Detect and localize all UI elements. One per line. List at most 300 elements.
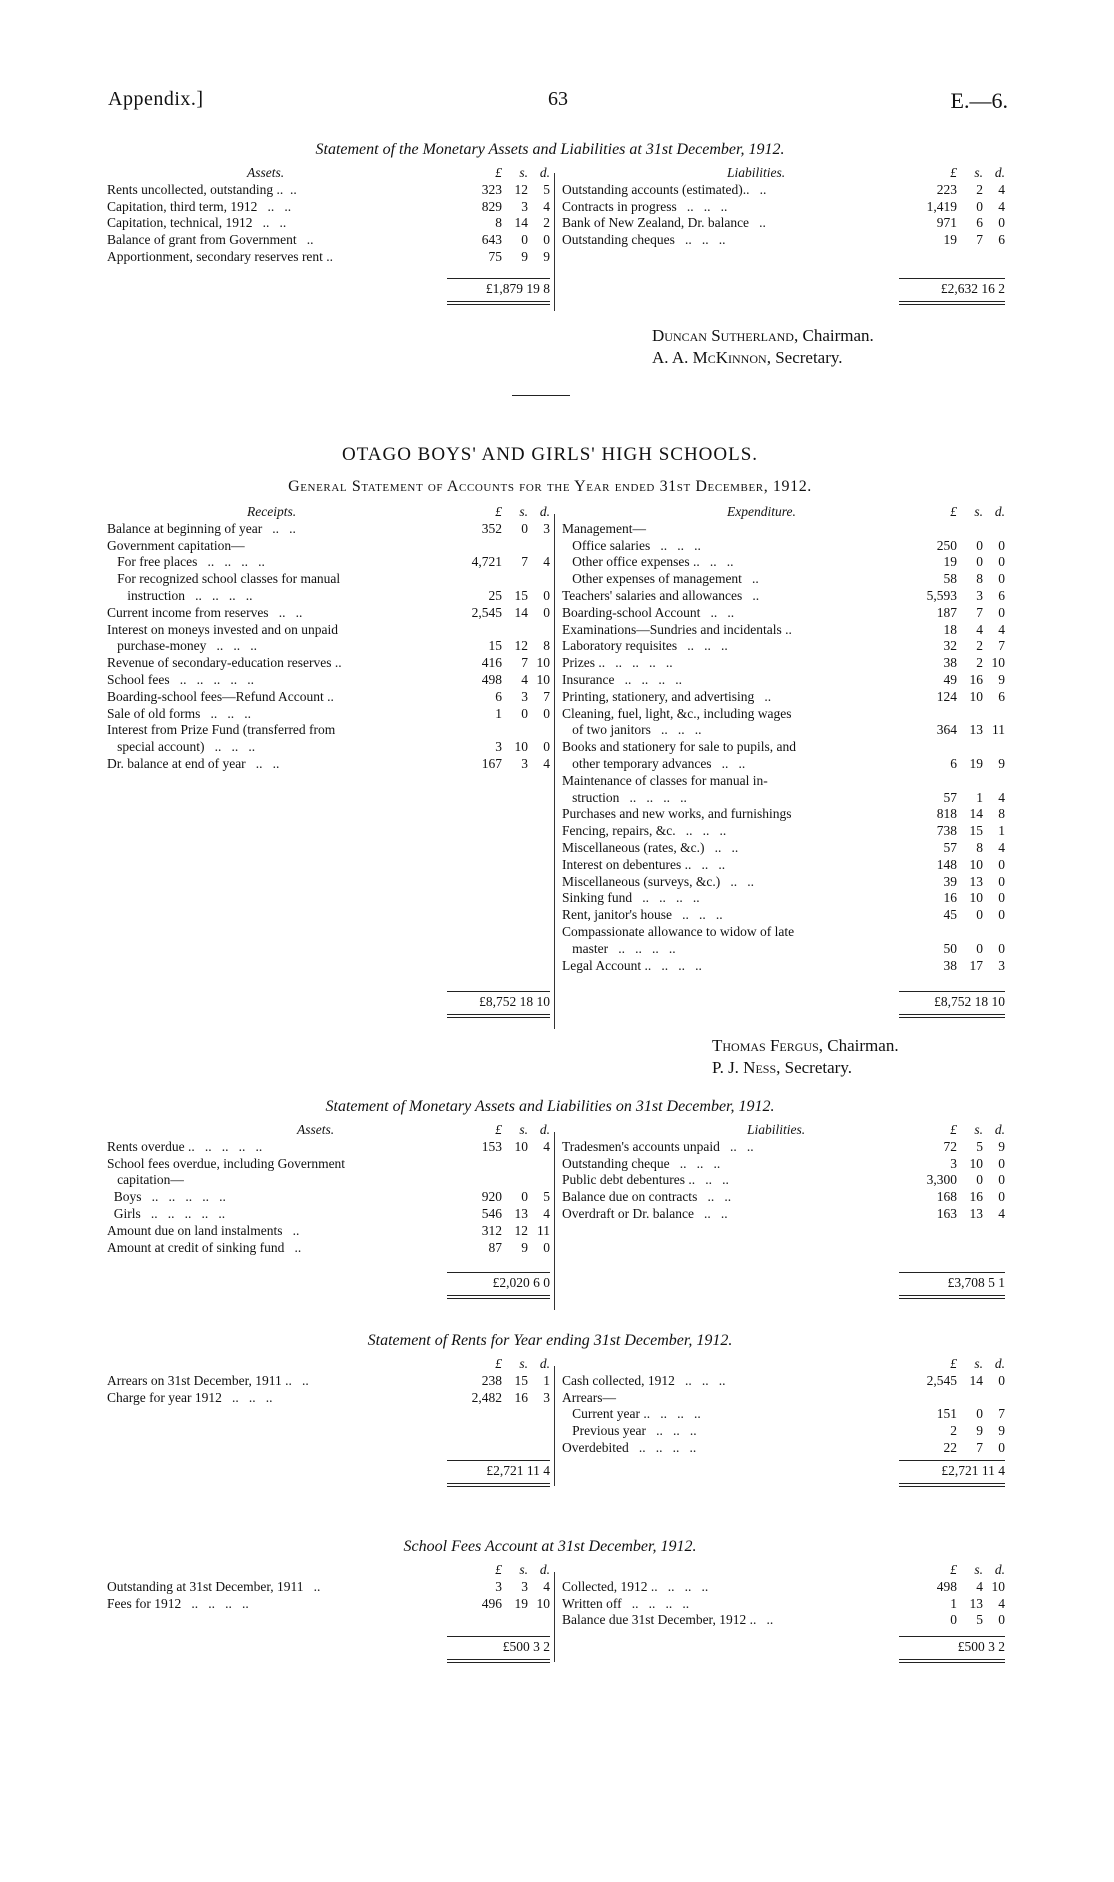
amount-shillings: 16 — [969, 671, 983, 687]
section4-credits — [562, 1356, 1005, 1457]
amount-pounds: 312 — [481, 1222, 502, 1238]
account-row-label: Outstanding cheque .. .. .. — [562, 1155, 721, 1171]
amount-pounds: 3 — [950, 1155, 957, 1171]
amount-pounds: 25 — [488, 587, 502, 603]
amount-pounds: 163 — [936, 1205, 957, 1221]
account-row-amount — [466, 1206, 550, 1223]
account-row-amount — [921, 538, 1005, 555]
amount-pence: 0 — [998, 554, 1005, 570]
account-row-amount — [921, 182, 1005, 199]
lsd-header: £ s. d. — [950, 1356, 1005, 1371]
amount-pence: 0 — [998, 1372, 1005, 1388]
amount-shillings: 7 — [976, 604, 983, 620]
account-row-amount — [921, 689, 1005, 706]
amount-shillings: 0 — [976, 554, 983, 570]
amount-shillings: 2 — [976, 638, 983, 654]
account-row-label: Rents uncollected, outstanding .. .. — [107, 181, 297, 197]
account-row-label: Previous year .. .. .. — [562, 1423, 697, 1439]
account-row-label: Outstanding at 31st December, 1911 .. — [107, 1578, 321, 1594]
amount-shillings: 0 — [521, 1189, 528, 1205]
amount-pounds: 3,300 — [926, 1172, 957, 1188]
amount-pounds: 19 — [943, 232, 957, 248]
section-separator — [512, 395, 570, 396]
amount-pence: 11 — [992, 722, 1005, 738]
account-row-label: Government capitation— — [107, 537, 245, 553]
account-row — [562, 823, 1005, 840]
amount-shillings: 12 — [514, 1222, 528, 1238]
section2-expenditure-total: £8,752 18 10 — [934, 994, 1005, 1009]
account-row — [562, 1612, 1005, 1629]
amount-pence: 5 — [543, 181, 550, 197]
section5-divider — [554, 1572, 555, 1662]
amount-pence: 0 — [543, 739, 550, 755]
amount-pence: 3 — [543, 1389, 550, 1405]
account-row-label: For recognized school classes for manual — [107, 571, 341, 587]
amount-shillings: 13 — [969, 1595, 983, 1611]
account-row — [107, 1579, 550, 1596]
amount-shillings: 8 — [976, 571, 983, 587]
section4-credits-total: £2,721 11 4 — [941, 1463, 1005, 1478]
amount-shillings: 16 — [969, 1189, 983, 1205]
account-row-amount — [921, 1390, 1005, 1407]
account-row-label: Contracts in progress .. .. .. — [562, 198, 728, 214]
amount-shillings: 2 — [976, 181, 983, 197]
section1-liabilities — [562, 165, 1005, 249]
amount-pounds: 187 — [936, 604, 957, 620]
amount-shillings: 14 — [514, 604, 528, 620]
account-row-amount — [921, 958, 1005, 975]
account-row-label: Revenue of secondary-education reserves .. — [107, 655, 342, 671]
amount-pence: 3 — [543, 520, 550, 536]
account-row — [107, 1156, 550, 1173]
amount-pence: 10 — [991, 1578, 1005, 1594]
account-row — [562, 1139, 1005, 1156]
account-row-label: Cleaning, fuel, light, &c., including wages — [562, 705, 792, 721]
account-row-label: Outstanding cheques .. .. .. — [562, 232, 726, 248]
section5-table — [107, 1562, 1007, 1682]
account-row-amount — [466, 199, 550, 216]
account-row — [562, 756, 1005, 773]
account-row-label: Boarding-school Account .. .. — [562, 604, 735, 620]
section1-signatures: Duncan Sutherland, Chairman. A. A. McKinnon, Secretary. — [652, 326, 874, 367]
account-row-amount — [921, 1156, 1005, 1173]
amount-pounds: 151 — [936, 1406, 957, 1422]
account-row — [107, 588, 550, 605]
amount-shillings: 7 — [976, 1439, 983, 1455]
account-row-label: Miscellaneous (surveys, &c.) .. .. — [562, 873, 754, 889]
account-row-label: Fees for 1912 .. .. .. .. — [107, 1595, 249, 1611]
amount-pounds: 223 — [936, 181, 957, 197]
amount-shillings: 8 — [976, 839, 983, 855]
section2-title: OTAGO BOYS' AND GIRLS' HIGH SCHOOLS. — [341, 444, 759, 465]
section3-table — [107, 1122, 1007, 1322]
amount-pence: 9 — [543, 248, 550, 264]
amount-pounds: 829 — [481, 198, 502, 214]
account-row-label: Maintenance of classes for manual in- — [562, 772, 768, 788]
amount-pounds: 49 — [943, 671, 957, 687]
account-row — [107, 1373, 550, 1390]
account-row — [107, 739, 550, 756]
amount-pounds: 643 — [481, 232, 502, 248]
amount-pounds: 8 — [495, 215, 502, 231]
header-left: Appendix.] — [108, 88, 204, 110]
account-row-amount — [921, 722, 1005, 739]
account-row — [107, 249, 550, 266]
account-row-label: Balance due 31st December, 1912 .. .. — [562, 1612, 774, 1628]
amount-pounds: 738 — [936, 823, 957, 839]
amount-pence: 0 — [998, 890, 1005, 906]
amount-pence: 6 — [998, 587, 1005, 603]
account-row — [562, 907, 1005, 924]
amount-pence: 4 — [998, 789, 1005, 805]
amount-pounds: 124 — [936, 688, 957, 704]
account-row-amount — [921, 1579, 1005, 1596]
amount-shillings: 7 — [521, 655, 528, 671]
amount-shillings: 5 — [976, 1612, 983, 1628]
amount-shillings: 14 — [969, 1372, 983, 1388]
amount-shillings: 13 — [969, 873, 983, 889]
account-row — [107, 655, 550, 672]
account-row-amount — [921, 1596, 1005, 1613]
account-row-amount — [921, 1612, 1005, 1629]
account-row — [107, 605, 550, 622]
section1-assets — [107, 165, 550, 266]
account-row — [562, 689, 1005, 706]
section2-expenditure-head: Expenditure. £ s. d. — [727, 504, 1005, 519]
account-row — [562, 890, 1005, 907]
account-row-label: School fees overdue, including Government — [107, 1155, 346, 1171]
account-row-amount — [921, 823, 1005, 840]
section2-receipts-total: £8,752 18 10 — [479, 994, 550, 1009]
section1-liabilities-total: £2,632 16 2 — [940, 281, 1005, 296]
account-row — [107, 622, 550, 639]
amount-pence: 0 — [998, 873, 1005, 889]
amount-pence: 0 — [998, 604, 1005, 620]
amount-pence: 4 — [543, 198, 550, 214]
section5-debits-head — [107, 1562, 550, 1579]
amount-shillings: 4 — [976, 621, 983, 637]
account-row-amount — [921, 554, 1005, 571]
account-row-amount — [466, 655, 550, 672]
section1-liabilities-head: Liabilities. £ s. d. — [727, 165, 1005, 180]
lsd-header: £ s. d. — [495, 1356, 550, 1371]
amount-pence: 4 — [998, 181, 1005, 197]
account-row — [562, 638, 1005, 655]
account-row-amount — [466, 1172, 550, 1189]
section3-liabilities-total: £3,708 5 1 — [947, 1275, 1005, 1290]
account-row-amount — [921, 924, 1005, 941]
account-row — [107, 1390, 550, 1407]
amount-pounds: 18 — [943, 621, 957, 637]
account-row — [107, 1189, 550, 1206]
account-row-label: Overdraft or Dr. balance .. .. — [562, 1205, 728, 1221]
amount-shillings: 0 — [976, 907, 983, 923]
amount-pence: 1 — [998, 823, 1005, 839]
account-row-amount — [921, 1189, 1005, 1206]
amount-pence: 8 — [543, 638, 550, 654]
amount-pounds: 3 — [495, 1578, 502, 1594]
account-row-label: Written off .. .. .. .. — [562, 1595, 690, 1611]
lsd-header: £ s. d. — [495, 504, 550, 519]
amount-pounds: 32 — [943, 638, 957, 654]
account-row — [562, 199, 1005, 216]
account-row — [107, 689, 550, 706]
amount-pounds: 72 — [943, 1138, 957, 1154]
section2-expenditure — [562, 504, 1005, 974]
account-row-amount — [921, 840, 1005, 857]
amount-shillings: 0 — [521, 520, 528, 536]
amount-pounds: 1 — [495, 705, 502, 721]
account-row-label: Current income from reserves .. .. — [107, 604, 303, 620]
amount-pence: 9 — [998, 755, 1005, 771]
amount-pence: 0 — [998, 1155, 1005, 1171]
account-row-label: Bank of New Zealand, Dr. balance .. — [562, 215, 766, 231]
account-row-label: Balance due on contracts .. .. — [562, 1189, 732, 1205]
account-row-amount — [921, 1423, 1005, 1440]
section2-subtitle: General Statement of Accounts for the Year ended 31st December, 1912. — [288, 478, 812, 495]
amount-shillings: 14 — [969, 806, 983, 822]
account-row-amount — [921, 622, 1005, 639]
account-row — [562, 521, 1005, 538]
amount-pence: 9 — [998, 1138, 1005, 1154]
lsd-header: £ s. d. — [950, 1562, 1005, 1577]
account-row — [562, 1373, 1005, 1390]
account-row — [562, 790, 1005, 807]
amount-pounds: 15 — [488, 638, 502, 654]
account-row-label: purchase-money .. .. .. — [107, 638, 257, 654]
amount-pence: 4 — [543, 755, 550, 771]
amount-shillings: 7 — [976, 232, 983, 248]
amount-shillings: 0 — [976, 537, 983, 553]
amount-pence: 2 — [543, 215, 550, 231]
amount-pounds: 1 — [950, 1595, 957, 1611]
account-row-amount — [466, 554, 550, 571]
account-row — [562, 1423, 1005, 1440]
section4-title: Statement of Rents for Year ending 31st December, 1912. — [367, 1332, 733, 1349]
account-row-amount — [921, 521, 1005, 538]
account-row-label: of two janitors .. .. .. — [562, 722, 702, 738]
amount-pence: 0 — [998, 1612, 1005, 1628]
account-row — [107, 554, 550, 571]
account-row — [107, 199, 550, 216]
section2-table — [107, 504, 1007, 1024]
amount-pounds: 323 — [481, 181, 502, 197]
account-row-label: Capitation, third term, 1912 .. .. — [107, 198, 292, 214]
amount-shillings: 3 — [521, 198, 528, 214]
amount-shillings: 19 — [969, 755, 983, 771]
amount-pence: 10 — [536, 655, 550, 671]
amount-shillings: 7 — [521, 554, 528, 570]
amount-shillings: 0 — [521, 232, 528, 248]
amount-pence: 6 — [998, 232, 1005, 248]
section5-title: School Fees Account at 31st December, 1912. — [403, 1538, 697, 1555]
amount-pence: 10 — [536, 671, 550, 687]
amount-pounds: 6 — [495, 688, 502, 704]
account-row-label: Sinking fund .. .. .. .. — [562, 890, 700, 906]
amount-pence: 4 — [543, 1205, 550, 1221]
amount-pounds: 50 — [943, 940, 957, 956]
amount-pounds: 416 — [481, 655, 502, 671]
account-row — [562, 1579, 1005, 1596]
amount-pounds: 818 — [936, 806, 957, 822]
amount-pounds: 2 — [950, 1423, 957, 1439]
account-row-label: Miscellaneous (rates, &c.) .. .. — [562, 839, 739, 855]
section1-table — [107, 165, 1007, 315]
amount-pence: 0 — [543, 705, 550, 721]
account-row-label: Other expenses of management .. — [562, 571, 759, 587]
amount-pounds: 168 — [936, 1189, 957, 1205]
amount-pounds: 238 — [481, 1372, 502, 1388]
amount-pence: 0 — [543, 232, 550, 248]
amount-pounds: 498 — [481, 671, 502, 687]
amount-pounds: 496 — [481, 1595, 502, 1611]
account-row-label: Boarding-school fees—Refund Account .. — [107, 688, 334, 704]
amount-pence: 7 — [998, 638, 1005, 654]
amount-shillings: 9 — [521, 248, 528, 264]
amount-pounds: 2,545 — [926, 1372, 957, 1388]
account-row-amount — [921, 1406, 1005, 1423]
account-row — [562, 232, 1005, 249]
account-row — [107, 182, 550, 199]
account-row-amount — [921, 215, 1005, 232]
amount-shillings: 19 — [514, 1595, 528, 1611]
account-row — [562, 672, 1005, 689]
amount-shillings: 13 — [514, 1205, 528, 1221]
amount-pence: 4 — [543, 1578, 550, 1594]
account-row — [562, 1172, 1005, 1189]
amount-pounds: 5,593 — [926, 587, 957, 603]
account-row-label: Insurance .. .. .. .. — [562, 671, 682, 687]
account-row-label: Fencing, repairs, &c. .. .. .. — [562, 823, 727, 839]
account-row-amount — [921, 655, 1005, 672]
amount-shillings: 15 — [969, 823, 983, 839]
account-row-amount — [921, 874, 1005, 891]
amount-pence: 10 — [991, 655, 1005, 671]
amount-shillings: 3 — [976, 587, 983, 603]
account-row-amount — [466, 756, 550, 773]
account-row-amount — [466, 722, 550, 739]
section3-assets — [107, 1122, 550, 1256]
account-row-amount — [921, 941, 1005, 958]
account-row-label: Teachers' salaries and allowances .. — [562, 587, 760, 603]
section5-credits — [562, 1562, 1005, 1629]
account-row-amount — [466, 1139, 550, 1156]
lsd-header: £ s. d. — [950, 1122, 1005, 1137]
amount-pounds: 16 — [943, 890, 957, 906]
account-row-amount — [921, 790, 1005, 807]
lsd-header: £ s. d. — [495, 1562, 550, 1577]
amount-shillings: 10 — [514, 739, 528, 755]
account-row-label: Collected, 1912 .. .. .. .. — [562, 1578, 709, 1594]
account-row-amount — [466, 571, 550, 588]
section1-assets-head: Assets. £ s. d. — [247, 165, 550, 180]
section4-debits — [107, 1356, 550, 1406]
account-row-label: Current year .. .. .. .. — [562, 1406, 701, 1422]
amount-shillings: 0 — [976, 198, 983, 214]
account-row-amount — [466, 689, 550, 706]
account-row-amount — [921, 672, 1005, 689]
account-row-amount — [921, 638, 1005, 655]
account-row-label: Tradesmen's accounts unpaid .. .. — [562, 1138, 754, 1154]
amount-shillings: 1 — [976, 789, 983, 805]
account-row-label: Examinations—Sundries and incidentals .. — [562, 621, 792, 637]
account-row-label: Interest on moneys invested and on unpaid — [107, 621, 338, 637]
section5-debits-total: £500 3 2 — [502, 1639, 550, 1654]
section3-divider — [554, 1132, 555, 1310]
amount-shillings: 15 — [514, 1372, 528, 1388]
amount-pounds: 57 — [943, 839, 957, 855]
section2-receipts — [107, 504, 550, 773]
section5-credits-total: £500 3 2 — [957, 1639, 1005, 1654]
account-row-amount — [921, 806, 1005, 823]
amount-pounds: 22 — [943, 1439, 957, 1455]
amount-shillings: 0 — [976, 1172, 983, 1188]
account-row-label: Management— — [562, 520, 646, 536]
account-row — [562, 773, 1005, 790]
account-row — [562, 840, 1005, 857]
account-row-amount — [466, 249, 550, 266]
section1-assets-total: £1,879 19 8 — [485, 281, 550, 296]
account-row-label: Laboratory requisites .. .. .. — [562, 638, 728, 654]
account-row — [562, 706, 1005, 723]
account-row-amount — [466, 1373, 550, 1390]
account-row-label: Apportionment, secondary reserves rent .. — [107, 248, 334, 264]
account-row-label: Legal Account .. .. .. .. — [562, 957, 702, 973]
account-row-amount — [921, 890, 1005, 907]
amount-shillings: 13 — [969, 1205, 983, 1221]
account-row — [107, 571, 550, 588]
account-row — [107, 521, 550, 538]
section4-credits-head — [562, 1356, 1005, 1373]
amount-pounds: 364 — [936, 722, 957, 738]
amount-pounds: 352 — [481, 520, 502, 536]
account-row-amount — [921, 1206, 1005, 1223]
account-row-amount — [466, 622, 550, 639]
header-right: E.—6. — [950, 88, 1008, 113]
amount-pounds: 57 — [943, 789, 957, 805]
account-row — [107, 706, 550, 723]
amount-pounds: 75 — [488, 248, 502, 264]
account-row-label: Amount due on land instalments .. — [107, 1222, 300, 1238]
amount-shillings: 0 — [976, 940, 983, 956]
account-row-amount — [466, 638, 550, 655]
account-row — [107, 1596, 550, 1613]
amount-pounds: 39 — [943, 873, 957, 889]
account-row-amount — [921, 1172, 1005, 1189]
account-row-label: capitation— — [107, 1172, 184, 1188]
amount-pounds: 45 — [943, 907, 957, 923]
lsd-header: £ s. d. — [950, 504, 1005, 519]
amount-shillings: 6 — [976, 215, 983, 231]
amount-pence: 1 — [543, 1372, 550, 1388]
account-row-label: Charge for year 1912 .. .. .. — [107, 1389, 273, 1405]
section4-divider — [554, 1366, 555, 1486]
account-row-amount — [466, 1156, 550, 1173]
account-row — [562, 554, 1005, 571]
amount-pounds: 920 — [481, 1189, 502, 1205]
account-row-label: School fees .. .. .. .. .. — [107, 671, 254, 687]
account-row-amount — [921, 232, 1005, 249]
section3-assets-head: Assets. £ s. d. — [297, 1122, 550, 1137]
section4-debits-head — [107, 1356, 550, 1373]
amount-pounds: 0 — [950, 1612, 957, 1628]
account-row-amount — [466, 232, 550, 249]
amount-shillings: 3 — [521, 755, 528, 771]
amount-pounds: 498 — [936, 1578, 957, 1594]
account-row-amount — [921, 1139, 1005, 1156]
account-row-amount — [466, 672, 550, 689]
account-row-amount — [921, 1440, 1005, 1457]
